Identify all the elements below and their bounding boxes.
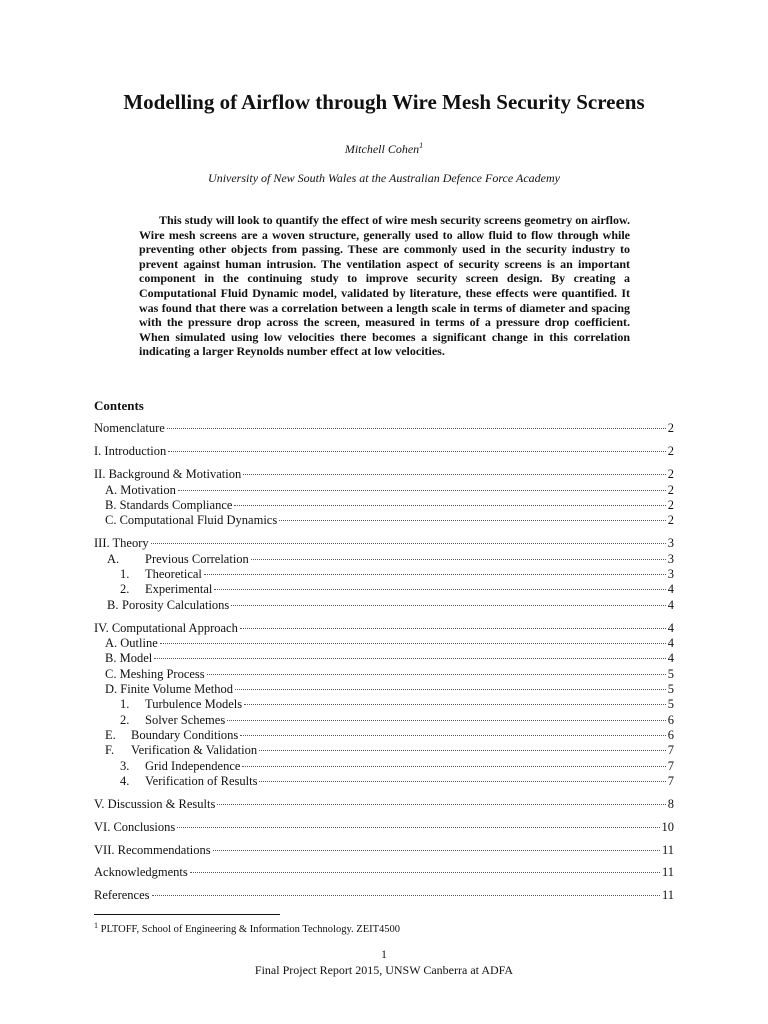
toc-dot-leader <box>242 765 665 767</box>
toc-entry[interactable] <box>94 535 674 551</box>
toc-entry[interactable] <box>94 482 674 498</box>
toc-entry-page: 4 <box>667 651 674 665</box>
toc-entry[interactable] <box>94 796 674 812</box>
toc-entry-number: 1. <box>120 567 130 581</box>
toc-dot-leader <box>240 734 665 736</box>
toc-entry-page: 2 <box>667 498 674 512</box>
toc-entry[interactable] <box>94 712 674 728</box>
toc-entry-label: Solver Schemes <box>145 713 226 727</box>
toc-entry-label: VI. Conclusions <box>94 820 176 834</box>
toc-entry-label: Turbulence Models <box>145 697 243 711</box>
toc-entry-label: References <box>94 888 150 902</box>
toc-entry-label: IV. Computational Approach <box>94 621 238 635</box>
toc-dot-leader <box>217 803 665 805</box>
author-line <box>0 141 768 157</box>
toc-dot-leader <box>168 450 666 452</box>
toc-entry[interactable] <box>94 497 674 513</box>
toc-entry[interactable] <box>94 727 674 743</box>
toc-entry-page: 11 <box>661 888 674 902</box>
toc-entry-page: 4 <box>667 636 674 650</box>
page-number: 1 <box>381 949 387 961</box>
toc-dot-leader <box>213 849 660 851</box>
toc-dot-leader <box>207 673 666 675</box>
toc-entry-label: Porosity Calculations <box>122 598 230 612</box>
toc-dot-leader <box>251 558 666 560</box>
toc-entry-label: Boundary Conditions <box>131 728 239 742</box>
toc-dot-leader <box>204 573 666 575</box>
footnote-divider <box>94 914 280 915</box>
toc-dot-leader <box>235 688 666 690</box>
toc-entry-page: 2 <box>667 483 674 497</box>
toc-dot-leader <box>154 657 666 659</box>
toc-entry[interactable] <box>94 581 674 597</box>
toc-entry-label: V. Discussion & Results <box>94 797 216 811</box>
toc-entry-label: Experimental <box>145 582 213 596</box>
toc-entry[interactable] <box>94 597 674 613</box>
toc-entry-page: 6 <box>667 728 674 742</box>
toc-entry[interactable] <box>94 742 674 758</box>
toc-dot-leader <box>243 473 666 475</box>
toc-dot-leader <box>259 780 665 782</box>
abstract: This study will look to quantify the effect of wire mesh security screens geometry on airflow. Wire mesh screens are a woven structure, generally used to allow fluid to flow through while preventing other objects from passing. These are commonly used in the security industry to prevent against human intrusion. The ventilation aspect of security screens is an important component in the continuing study to improve security screen design. By creating a Computational Fluid Dynamic model, validated by literature, these effects were quantified. It was found that there was a correlation between a length scale in terms of diameter and spacing with the pressure drop across the screen, measured in terms of a pressure drop coefficient. When simulated using low velocities there becomes a significant change in this correlation indicating a larger Reynolds number effect at low velocities. <box>139 213 630 359</box>
toc-entry-page: 11 <box>661 843 674 857</box>
toc-entry-label: A. Outline <box>105 636 158 650</box>
toc-entry-label: II. Background & Motivation <box>94 467 242 481</box>
toc-entry-number: 4. <box>120 774 130 788</box>
toc-entry-page: 4 <box>667 582 674 596</box>
toc-entry-label: C. Meshing Process <box>105 667 205 681</box>
toc-entry-number: E. <box>105 728 116 742</box>
toc-entry-label: B. Standards Compliance <box>105 498 233 512</box>
toc-entry-label: I. Introduction <box>94 444 167 458</box>
toc-entry-page: 5 <box>667 682 674 696</box>
footnote <box>94 921 400 935</box>
toc-entry-page: 2 <box>667 444 674 458</box>
toc-entry-label: Previous Correlation <box>145 552 249 566</box>
toc-entry-page: 7 <box>667 759 674 773</box>
toc-entry[interactable] <box>94 420 674 436</box>
toc-entry-page: 3 <box>667 536 674 550</box>
toc-entry-label: Verification & Validation <box>131 743 258 757</box>
toc-entry[interactable] <box>94 512 674 528</box>
toc-entry-label: B. Model <box>105 651 153 665</box>
toc-dot-leader <box>231 604 665 606</box>
toc-entry-page: 4 <box>667 621 674 635</box>
contents-heading: Contents <box>94 398 144 413</box>
toc-entry-number: A. <box>107 552 120 566</box>
toc-entry[interactable] <box>94 681 674 697</box>
author-affiliation: University of New South Wales at the Australian Defence Force Academy <box>208 171 560 185</box>
toc-entry-page: 3 <box>667 567 674 581</box>
toc-entry[interactable] <box>94 650 674 666</box>
toc-entry-page: 2 <box>667 513 674 527</box>
toc-entry[interactable] <box>94 758 674 774</box>
toc-entry[interactable] <box>94 819 674 835</box>
toc-entry[interactable] <box>94 773 674 789</box>
toc-entry-label: Acknowledgments <box>94 865 188 879</box>
toc-entry-page: 4 <box>667 598 674 612</box>
toc-entry-label: Grid Independence <box>145 759 241 773</box>
toc-entry[interactable] <box>94 842 674 858</box>
toc-dot-leader <box>259 749 666 751</box>
toc-entry-number: 1. <box>120 697 130 711</box>
toc-entry-label: VII. Recommendations <box>94 843 211 857</box>
toc-dot-leader <box>244 703 666 705</box>
toc-entry-page: 3 <box>667 552 674 566</box>
toc-entry-number: 2. <box>120 713 130 727</box>
toc-dot-leader <box>167 427 666 429</box>
toc-entry-label: C. Computational Fluid Dynamics <box>105 513 278 527</box>
toc-dot-leader <box>177 826 659 828</box>
toc-entry-page: 7 <box>667 743 674 757</box>
toc-entry-page: 6 <box>667 713 674 727</box>
toc-entry-label: D. Finite Volume Method <box>105 682 234 696</box>
toc-dot-leader <box>152 894 660 896</box>
toc-entry-page: 2 <box>667 421 674 435</box>
toc-entry-label: III. Theory <box>94 536 149 550</box>
toc-entry-label: A. Motivation <box>105 483 176 497</box>
toc-entry[interactable] <box>94 566 674 582</box>
toc-dot-leader <box>178 489 666 491</box>
toc-dot-leader <box>227 719 666 721</box>
footnote-text: PLTOFF, School of Engineering & Information Technology. ZEIT4500 <box>100 924 401 935</box>
toc-entry[interactable] <box>94 864 674 880</box>
toc-entry-page: 8 <box>667 797 674 811</box>
toc-entry-number: F. <box>105 743 115 757</box>
toc-entry-number: 3. <box>120 759 130 773</box>
toc-entry[interactable] <box>94 696 674 712</box>
toc-entry[interactable] <box>94 887 674 903</box>
toc-entry-page: 11 <box>661 865 674 879</box>
toc-entry-label: Nomenclature <box>94 421 165 435</box>
footnote-mark: 1 <box>94 921 98 930</box>
toc-dot-leader <box>240 627 666 629</box>
toc-entry[interactable] <box>94 620 674 636</box>
toc-entry-label: Theoretical <box>145 567 202 581</box>
toc-entry[interactable] <box>94 466 674 482</box>
toc-entry-number: B. <box>107 598 119 612</box>
toc-entry[interactable] <box>94 666 674 682</box>
toc-dot-leader <box>234 504 665 506</box>
toc-dot-leader <box>279 519 666 521</box>
toc-entry-page: 5 <box>667 667 674 681</box>
toc-entry[interactable] <box>94 551 674 567</box>
author-name: Mitchell Cohen <box>344 142 420 156</box>
paper-title: Modelling of Airflow through Wire Mesh Security Screens <box>123 90 645 114</box>
toc-entry[interactable] <box>94 635 674 651</box>
toc-entry-page: 7 <box>667 774 674 788</box>
toc-dot-leader <box>151 542 666 544</box>
toc-dot-leader <box>214 588 665 590</box>
toc-entry-page: 10 <box>661 820 674 834</box>
toc-entry-label: Verification of Results <box>145 774 258 788</box>
toc-dot-leader <box>190 871 660 873</box>
toc-entry-number: 2. <box>120 582 130 596</box>
toc-entry-page: 5 <box>667 697 674 711</box>
toc-entry-page: 2 <box>667 467 674 481</box>
running-footer: Final Project Report 2015, UNSW Canberra at ADFA <box>254 963 514 977</box>
toc-entry[interactable] <box>94 443 674 459</box>
author-footnote-mark: 1 <box>419 141 424 150</box>
toc-dot-leader <box>160 642 666 644</box>
